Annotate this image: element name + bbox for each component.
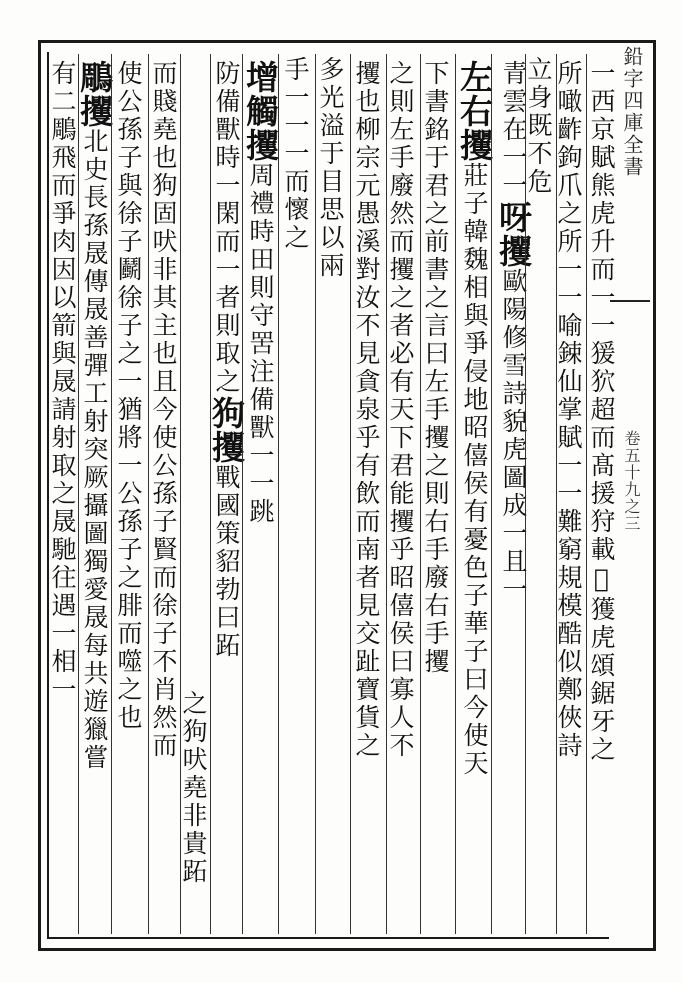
column-rule — [586, 54, 587, 934]
text-column — [75, 60, 114, 772]
body-text: 戰國策貂勃曰跖 — [212, 464, 241, 660]
column-rule — [556, 54, 557, 934]
text-column — [151, 60, 176, 760]
column-rule — [386, 54, 387, 934]
column-rule — [525, 54, 526, 934]
entry-heading: 鵰攫 — [75, 60, 114, 128]
column-rule — [350, 54, 351, 934]
body-text: 手一一一而懷之 — [281, 56, 310, 252]
body-text: 有二鵰飛而爭肉因以箭與晟請射取之晟馳往遇一相一 — [48, 60, 77, 704]
column-rule — [455, 54, 456, 934]
column-rule — [242, 54, 243, 934]
column-rule — [315, 54, 316, 934]
entry-heading: 左右攫 — [455, 60, 494, 162]
body-text: 之狗吠堯非貴跖 — [179, 690, 208, 886]
gutter-folio: 卷五十九之三 — [622, 430, 641, 532]
text-column — [388, 60, 413, 760]
body-text: 之則左手廢然而攫之者必有天下君能攫乎昭僖侯曰寡人不 — [386, 60, 415, 760]
text-column — [241, 60, 280, 526]
text-column — [207, 60, 246, 660]
column-rule — [180, 54, 181, 934]
text-column — [589, 60, 614, 764]
body-text: 立身既不危 — [524, 56, 553, 196]
body-text: 一西京賦熊虎升而一一猨狖超而髙援狩載𠲔獲虎頌鋸牙之 — [587, 60, 616, 764]
body-text: 所噉齚鉤爪之所一一喻鋉仙掌賦一一難窮規模酷似鄭俠詩 — [554, 60, 583, 760]
text-column — [181, 690, 206, 886]
body-text: 使公孫子與徐子鬬徐子之一猶將一公孫子之腓而噬之也 — [114, 60, 143, 732]
text-column — [50, 60, 75, 704]
page-gutter — [610, 40, 650, 945]
body-text: 而賤堯也狗固吠非其主也且今使公孫子賢而徐子不肖然而 — [149, 60, 178, 760]
column-rule — [78, 54, 79, 934]
body-text: 北史長孫晟傳晟善彈工射突厥攝圖獨愛晟每共遊獵嘗 — [80, 128, 109, 772]
text-column — [116, 60, 141, 732]
text-column — [318, 56, 343, 280]
column-rule — [420, 54, 421, 934]
entry-heading: 呀攫 — [494, 200, 533, 268]
text-column — [283, 56, 308, 252]
body-text: 下書銘于君之前書之言曰左手攫之則右手廢右手攫 — [421, 60, 450, 676]
body-text: 莊子韓魏相與爭侵地昭僖侯有憂色子華子曰今使天 — [460, 162, 489, 778]
column-rule — [278, 54, 279, 934]
entry-heading: 狗攫 — [207, 396, 246, 464]
body-text: 周禮時田則守罟注備獸一一跳 — [246, 162, 275, 526]
text-column — [423, 60, 448, 676]
text-column — [556, 60, 581, 760]
column-rule — [111, 54, 112, 934]
entry-heading: 增觸攫 — [241, 60, 280, 162]
text-column — [354, 60, 379, 760]
column-rule — [210, 54, 211, 934]
body-text: 青雲在一一 — [499, 60, 528, 200]
body-text: 多光溢于目思以兩 — [316, 56, 345, 280]
gutter-title: 鉛字四庫全書 — [620, 46, 644, 178]
text-column — [455, 60, 494, 778]
column-rule — [491, 54, 492, 934]
body-text: 歐陽修雪詩貌虎圖成一且一 — [499, 268, 528, 604]
body-text: 攫也柳宗元愚溪對汝不見貪泉乎有飲而南者見交趾寶貨之 — [352, 60, 381, 760]
column-rule — [148, 54, 149, 934]
body-text: 防備獸時一閑而一者則取之 — [212, 60, 241, 396]
